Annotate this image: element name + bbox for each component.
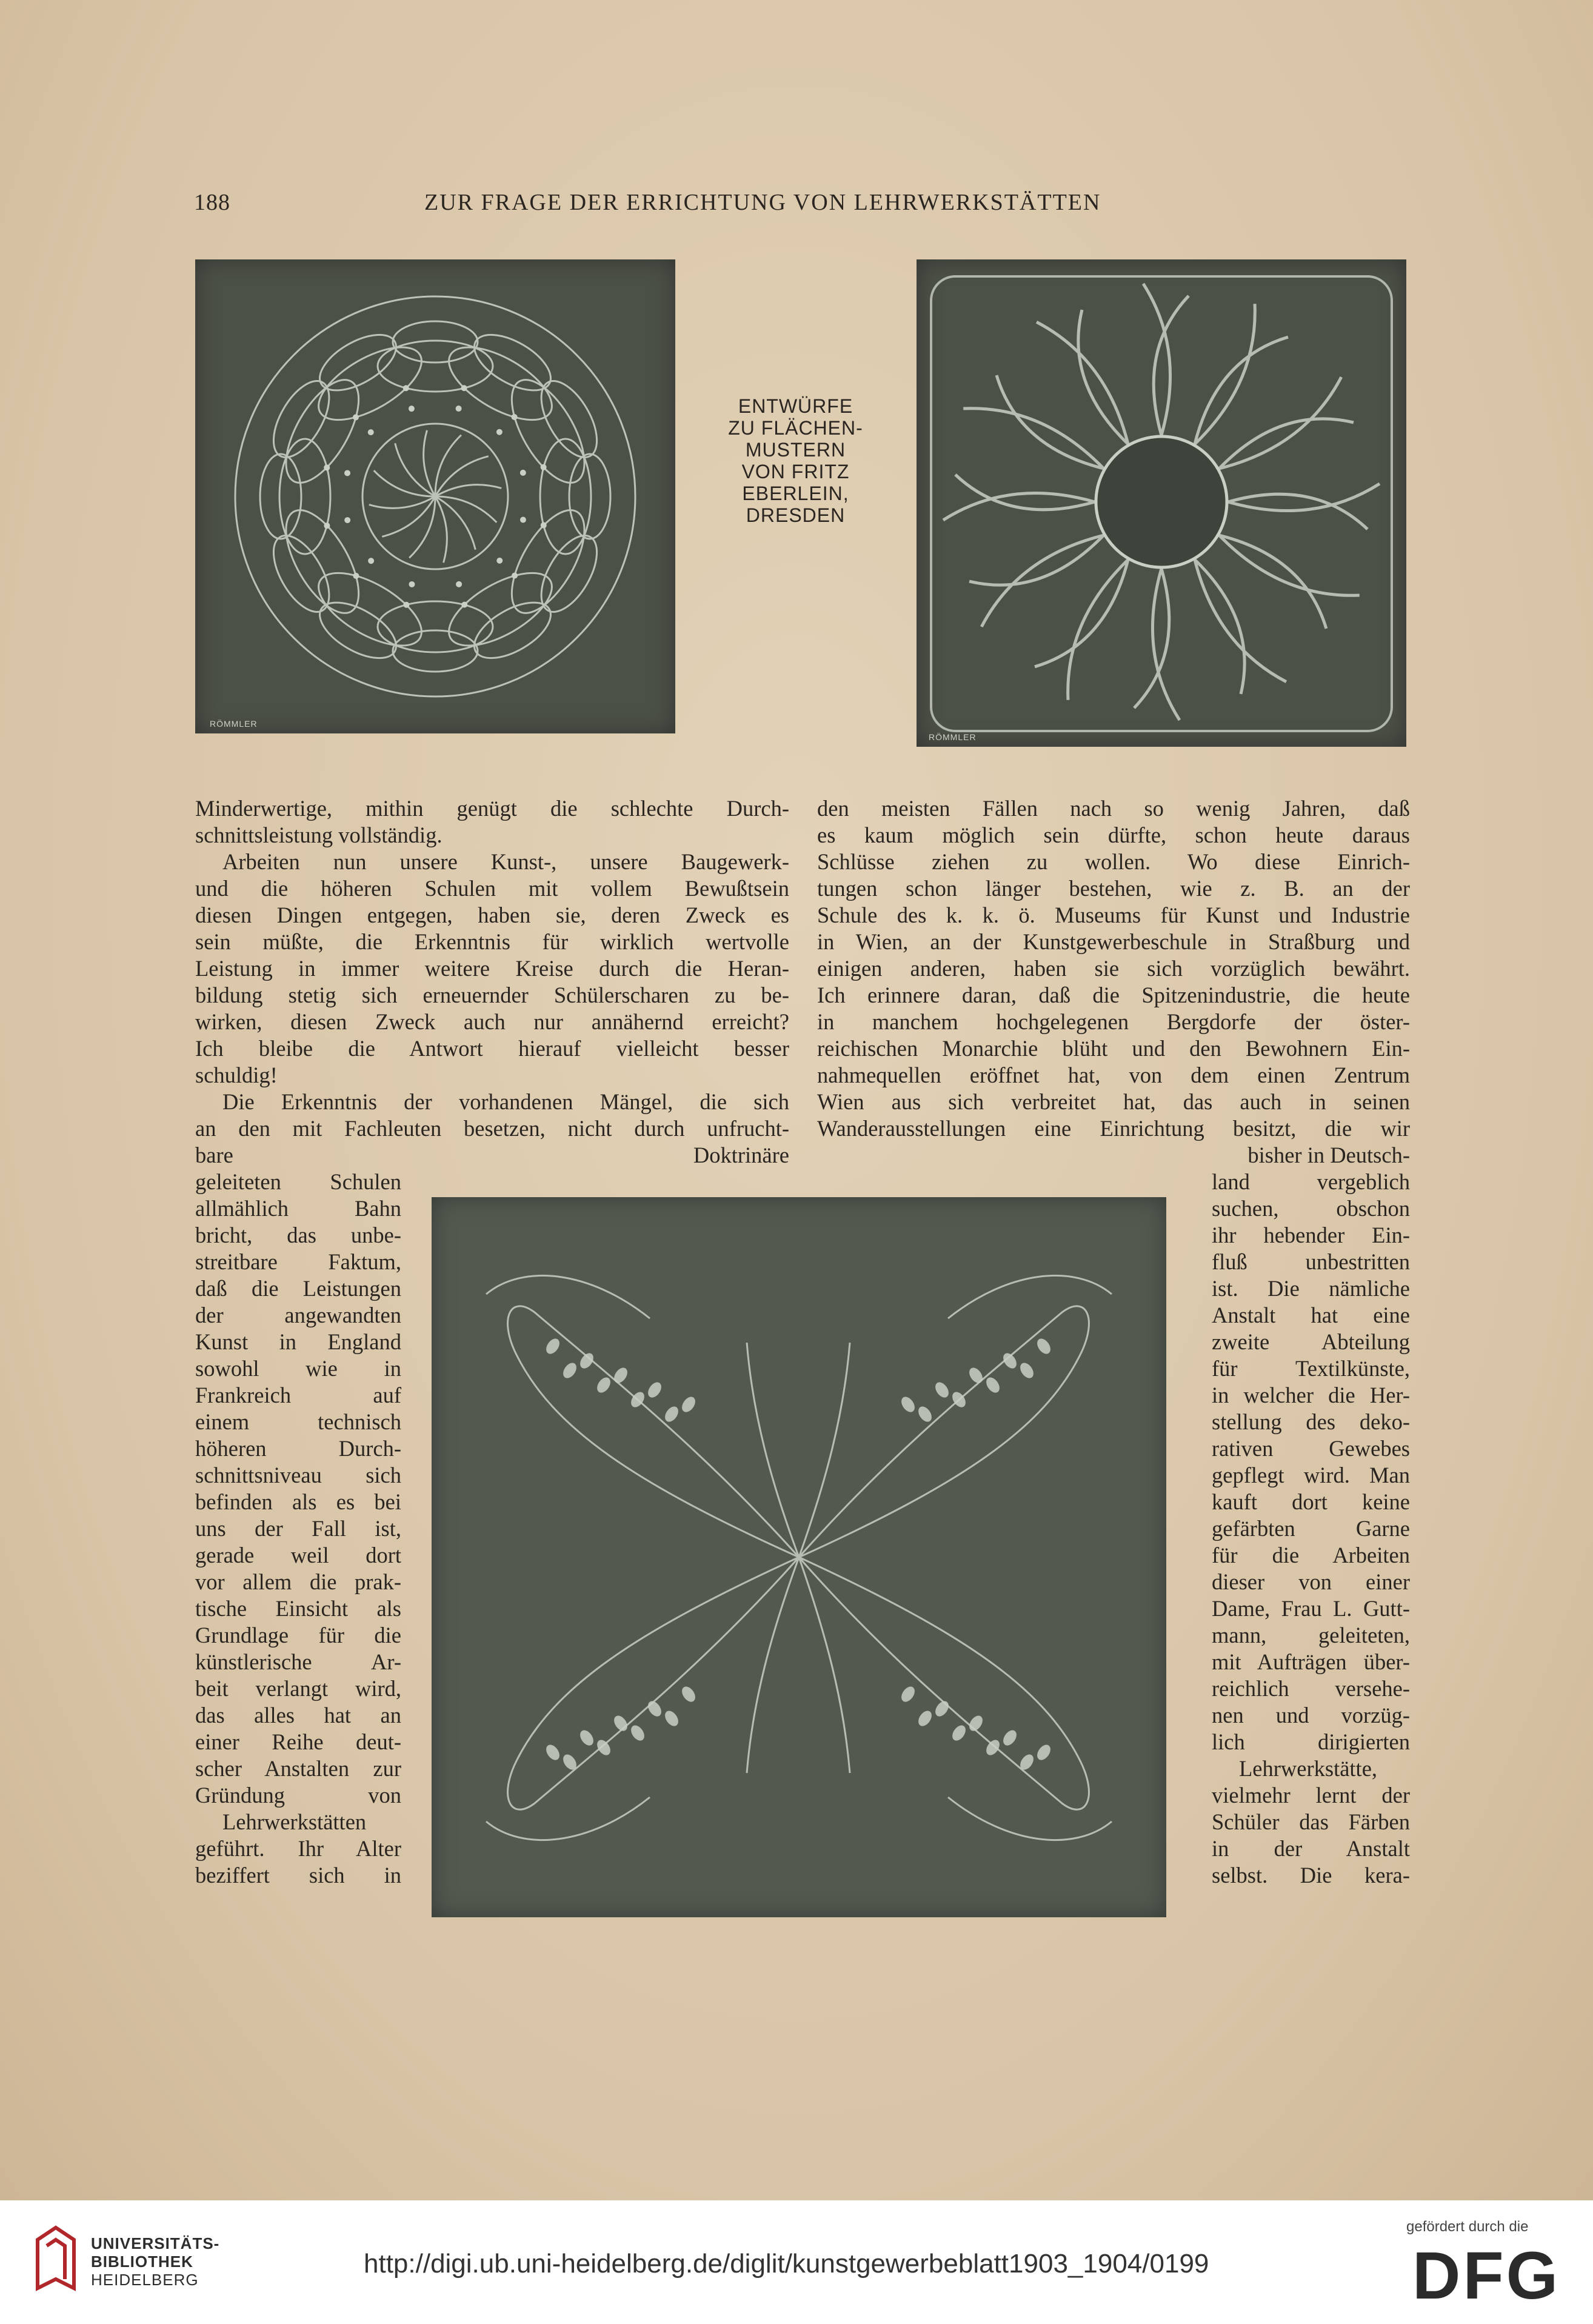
- page-header: [194, 189, 1400, 225]
- text-line: tische Einsicht als: [195, 1596, 401, 1621]
- text-line: Leistung in immer weitere Kreise durch die Heran-: [195, 956, 789, 981]
- text-line: uns der Fall ist,: [195, 1516, 401, 1541]
- text-line: gefärbten Garne: [1212, 1516, 1410, 1541]
- text-line: nahmequellen eröffnet hat, von dem einen Zentrum: [817, 1063, 1410, 1087]
- text-line: in der Anstalt: [1212, 1836, 1410, 1861]
- text-line: Ich bleibe die Antwort hierauf vielleicht besser: [195, 1036, 789, 1061]
- text-line: fluß unbestritten: [1212, 1249, 1410, 1274]
- loop-ornament-figure: [195, 259, 675, 733]
- text-line: land vergeblich: [1212, 1169, 1410, 1194]
- text-line: ist. Die nämliche: [1212, 1276, 1410, 1301]
- text-line: mann, geleiteten,: [1212, 1623, 1410, 1648]
- text-line: einem technisch: [195, 1409, 401, 1434]
- text-line: Ich erinnere daran, daß die Spitzenindustrie, die heute: [817, 983, 1410, 1007]
- text-line: sowohl wie in: [195, 1356, 401, 1381]
- text-line: mit Aufträgen über-: [1212, 1649, 1410, 1674]
- text-line: Lehrwerkstätte,: [1239, 1756, 1378, 1781]
- text-line: gerade weil dort: [195, 1543, 401, 1568]
- text-line: beit verlangt wird,: [195, 1676, 401, 1701]
- library-logo-icon: [32, 2222, 80, 2294]
- text-line: Kunst in England: [195, 1329, 401, 1354]
- text-line: geführt. Ihr Alter: [195, 1836, 401, 1861]
- text-line: beziffert sich in: [195, 1863, 401, 1888]
- caption-line: MUSTERN: [745, 439, 846, 461]
- text-line: Die Erkenntnis der vorhandenen Mängel, die sich: [222, 1089, 789, 1114]
- page-number: 188: [194, 190, 230, 215]
- caption-line: ENTWÜRFE: [738, 395, 853, 417]
- caption-line: ZU FLÄCHEN-: [728, 417, 863, 439]
- text-line: einer Reihe deut-: [195, 1729, 401, 1754]
- text-line: das alles hat an: [195, 1703, 401, 1728]
- caption-line: EBERLEIN,: [742, 482, 849, 504]
- text-line: selbst. Die kera-: [1212, 1863, 1410, 1888]
- text-line: bare Doktrinäre: [195, 1143, 789, 1167]
- text-line: geleiteten Schulen: [195, 1169, 401, 1194]
- text-line: in Wien, an der Kunstgewerbeschule in Straßburg und: [817, 929, 1410, 954]
- text-line: stellung des deko-: [1212, 1409, 1410, 1434]
- text-line: vielmehr lernt der: [1212, 1783, 1410, 1808]
- text-line: schnittsniveau sich: [195, 1463, 401, 1488]
- text-line: bisher in Deutsch-: [1247, 1143, 1410, 1167]
- source-url-link[interactable]: http://digi.ub.uni-heidelberg.de/diglit/kunstgewerbeblatt1903_1904/0199: [364, 2249, 1209, 2279]
- text-line: in welcher die Her-: [1212, 1383, 1410, 1407]
- text-line: und die höheren Schulen mit vollem Bewußtsein: [195, 876, 789, 901]
- text-line: Schule des k. k. ö. Museums für Kunst und Industrie: [817, 903, 1410, 927]
- pattern-plate-radial: [917, 259, 1406, 747]
- text-line: Frankreich auf: [195, 1383, 401, 1407]
- text-line: rativen Gewebes: [1212, 1436, 1410, 1461]
- digitization-footer: [0, 2200, 1593, 2324]
- left-column-text: [195, 795, 789, 1169]
- library-name-line: BIBLIOTHEK: [91, 2252, 193, 2271]
- text-line: suchen, obschon: [1212, 1196, 1410, 1221]
- text-line: Schüler das Färben: [1212, 1809, 1410, 1834]
- pattern-plate-butterfly: [432, 1197, 1166, 1917]
- running-title: ZUR FRAGE DER ERRICHTUNG VON LEHRWERKSTÄTTEN: [424, 190, 1101, 215]
- text-line: Schlüsse ziehen zu wollen. Wo diese Einrich-: [817, 849, 1410, 874]
- text-line: tungen schon länger bestehen, wie z. B. an der: [817, 876, 1410, 901]
- text-line: für die Arbeiten: [1212, 1543, 1410, 1568]
- text-line: befinden als es bei: [195, 1489, 401, 1514]
- text-line: bildung stetig sich erneuernder Schülerscharen zu be-: [195, 983, 789, 1007]
- text-line: Wanderausstellungen eine Einrichtung besitzt, die wir: [817, 1116, 1410, 1141]
- text-line: reichischen Monarchie blüht und den Bewohnern Ein-: [817, 1036, 1410, 1061]
- library-name-line: HEIDELBERG: [91, 2271, 199, 2289]
- left-wrap-text: [195, 1169, 401, 1889]
- pattern-plate-loops: [195, 259, 675, 733]
- text-line: sein müßte, die Erkenntnis für wirklich wertvolle: [195, 929, 789, 954]
- plate-signature: RÖMMLER: [929, 732, 977, 742]
- text-line: künstlerische Ar-: [195, 1649, 401, 1674]
- text-line: wirken, diesen Zweck auch nur annähernd erreicht?: [195, 1009, 789, 1034]
- text-line: schnittsleistung vollständig.: [195, 823, 442, 847]
- radial-ornament-figure: [917, 259, 1406, 747]
- text-line: zweite Abteilung: [1212, 1329, 1410, 1354]
- text-line: an den mit Fachleuten besetzen, nicht durch unfrucht-: [195, 1116, 789, 1141]
- text-line: den meisten Fällen nach so wenig Jahren, daß: [817, 796, 1410, 821]
- caption-line: DRESDEN: [746, 504, 846, 526]
- funding-note: gefördert durch die: [1406, 2219, 1529, 2235]
- right-column-text: [817, 795, 1410, 1169]
- text-line: Anstalt hat eine: [1212, 1303, 1410, 1327]
- text-line: Lehrwerkstätten: [222, 1809, 367, 1834]
- text-line: gepflegt wird. Man: [1212, 1463, 1410, 1488]
- text-line: für Textilkünste,: [1212, 1356, 1410, 1381]
- library-name: [91, 2234, 219, 2289]
- text-line: dieser von einer: [1212, 1569, 1410, 1594]
- text-line: schuldig!: [195, 1063, 278, 1087]
- text-line: bricht, das unbe-: [195, 1223, 401, 1247]
- text-line: Grundlage für die: [195, 1623, 401, 1648]
- library-name-line: UNIVERSITÄTS-: [91, 2234, 220, 2252]
- text-line: Minderwertige, mithin genügt die schlechte Durch-: [195, 796, 789, 821]
- text-line: der angewandten: [195, 1303, 401, 1327]
- caption-line: VON FRITZ: [741, 461, 850, 482]
- text-line: Wien aus sich verbreitet hat, das auch in seinen: [817, 1089, 1410, 1114]
- text-line: ihr hebender Ein-: [1212, 1223, 1410, 1247]
- text-line: streitbare Faktum,: [195, 1249, 401, 1274]
- text-line: allmählich Bahn: [195, 1196, 401, 1221]
- figure-caption: [685, 395, 906, 526]
- text-line: einigen anderen, haben sie sich vorzüglich bewährt.: [817, 956, 1410, 981]
- plate-signature: RÖMMLER: [210, 719, 258, 729]
- text-line: Dame, Frau L. Gutt-: [1212, 1596, 1410, 1621]
- text-line: diesen Dingen entgegen, haben sie, deren Zweck es: [195, 903, 789, 927]
- right-wrap-text: [1212, 1169, 1410, 1889]
- text-line: Gründung von: [195, 1783, 401, 1808]
- text-line: lich dirigierten: [1212, 1729, 1410, 1754]
- text-line: Arbeiten nun unsere Kunst-, unsere Baugewerk-: [222, 849, 789, 874]
- butterfly-ornament-figure: [432, 1197, 1166, 1917]
- text-line: vor allem die prak-: [195, 1569, 401, 1594]
- text-line: nen und vorzüg-: [1212, 1703, 1410, 1728]
- text-line: kauft dort keine: [1212, 1489, 1410, 1514]
- dfg-logo: DFG: [1412, 2239, 1561, 2313]
- text-line: scher Anstalten zur: [195, 1756, 401, 1781]
- text-line: daß die Leistungen: [195, 1276, 401, 1301]
- text-line: es kaum möglich sein dürfte, schon heute daraus: [817, 823, 1410, 847]
- text-line: höheren Durch-: [195, 1436, 401, 1461]
- text-line: in manchem hochgelegenen Bergdorfe der öster-: [817, 1009, 1410, 1034]
- text-line: reichlich versehe-: [1212, 1676, 1410, 1701]
